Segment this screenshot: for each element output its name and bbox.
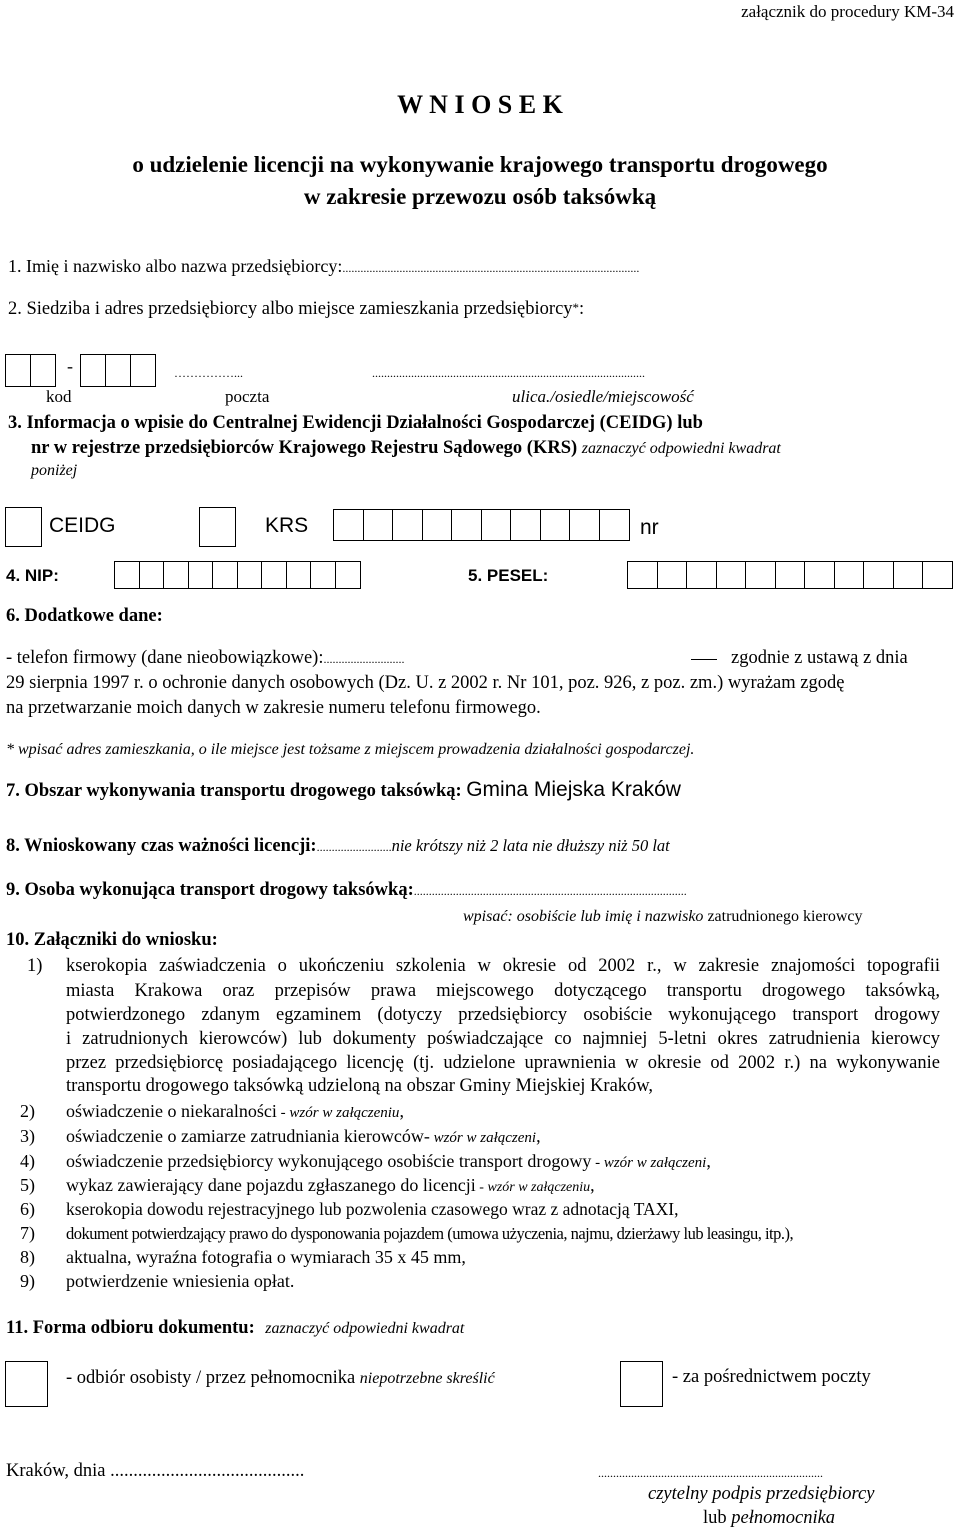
pesel-digit-box-9[interactable]	[863, 561, 894, 589]
attachment-1-line-4: i zatrudnionych kierowców) lub dokumenty poświadczające co najmniej 5-letni okres zatrudnienia kierowcy	[66, 1029, 940, 1049]
nip-digit-box-10[interactable]	[335, 561, 361, 589]
attachment-6: kserokopia dowodu rejestracyjnego lub pozwolenia czasowego wraz z adnotacją TAXI,	[66, 1199, 679, 1219]
pesel-digit-box-1[interactable]	[627, 561, 658, 589]
postcode-dash: -	[67, 356, 73, 376]
validity-row	[6, 836, 670, 857]
registry-label-2-row	[31, 438, 781, 459]
registry-hint-2: poniżej	[31, 462, 78, 479]
postcode-digit-2[interactable]	[30, 354, 56, 387]
operator-row	[6, 880, 687, 901]
attachment-1-line-3: potwierdzonego zdanym egzaminem (dotyczy przedsiębiorcy osobiście wykonującego transport drogowy	[66, 1005, 940, 1025]
phone-label: - telefon firmowy (dane nieobowiązkowe):	[6, 648, 324, 668]
delivery-row	[6, 1317, 464, 1339]
registry-label-1: 3. Informacja o wpisie do Centralnej Ewidencji Działalności Gospodarczej (CEIDG) lub	[8, 413, 703, 433]
nip-digit-box-6[interactable]	[237, 561, 263, 589]
attachment-1-number: 1)	[27, 956, 43, 976]
pesel-digit-box-10[interactable]	[893, 561, 924, 589]
phone-field[interactable]: ...........................	[323, 652, 405, 666]
area-label: 7. Obszar wykonywania transportu drogowego taksówką:	[6, 781, 462, 801]
nip-digit-box-4[interactable]	[188, 561, 214, 589]
attachment-1-line-5: przez przedsiębiorcę posiadającego licencję (tj. udzielone uprawnienia w okresie od 2002 r.) na wykonywanie	[66, 1053, 940, 1073]
signature-caption-2: lub pełnomocnika	[703, 1508, 836, 1528]
krs-label: KRS	[265, 514, 309, 537]
pickup-mail-checkbox[interactable]	[620, 1361, 663, 1407]
pickup-personal-row	[66, 1367, 495, 1389]
address-label-row: 2. Siedziba i adres przedsiębiorcy albo miejsce zamieszkania przedsiębiorcy*:	[8, 299, 585, 319]
phone-row	[6, 648, 404, 669]
attachments-label: 10. Załączniki do wniosku:	[6, 930, 218, 950]
signature-caption-1: czytelny podpis przedsiębiorcy	[648, 1484, 875, 1504]
nip-digit-box-2[interactable]	[139, 561, 165, 589]
registry-label-2: nr w rejestrze przedsiębiorców Krajowego Rejestru Sądowego (KRS)	[31, 438, 578, 458]
krs-digit-box-8[interactable]	[540, 509, 571, 541]
registry-hint: zaznaczyć odpowiedni kwadrat	[581, 440, 781, 457]
pesel-digit-box-4[interactable]	[716, 561, 747, 589]
street-field[interactable]: ...........................................................................................	[372, 366, 645, 380]
operator-field[interactable]: ...........................................................................................	[413, 884, 687, 898]
nip-label: 4. NIP:	[6, 566, 59, 585]
form-title: W N I O S E K	[397, 90, 563, 119]
phone-consent-dash	[691, 659, 717, 660]
attachment-9-number: 9)	[20, 1271, 35, 1291]
krs-digit-box-5[interactable]	[451, 509, 482, 541]
attachment-8: aktualna, wyraźna fotografia o wymiarach 35 x 45 mm,	[66, 1247, 466, 1267]
attachment-4: oświadczenie przedsiębiorcy wykonującego osobiście transport drogowy - wzór w załączeni,	[66, 1151, 711, 1171]
phone-consent-start: zgodnie z ustawą z dnia	[731, 648, 908, 668]
footnote-star: *	[572, 300, 580, 315]
place-date-field[interactable]: Kraków, dnia ..........................................	[6, 1461, 305, 1481]
krs-digit-box-4[interactable]	[422, 509, 453, 541]
pickup-mail-label: - za pośrednictwem poczty	[672, 1367, 871, 1387]
pesel-digit-box-8[interactable]	[834, 561, 865, 589]
attachment-8-number: 8)	[20, 1247, 35, 1267]
postcode-caption: kod	[46, 387, 72, 406]
krs-digit-box-3[interactable]	[392, 509, 423, 541]
pickup-personal-checkbox[interactable]	[5, 1361, 48, 1407]
validity-hint: nie krótszy niż 2 lata nie dłuższy niż 50 lat	[391, 836, 670, 855]
attachment-7-number: 7)	[20, 1223, 35, 1243]
krs-digit-box-2[interactable]	[363, 509, 394, 541]
ceidg-label: CEIDG	[49, 514, 116, 537]
attachment-5-number: 5)	[20, 1175, 35, 1195]
attachment-7: dokument potwierdzający prawo do dysponowania pojazdem (umowa użyczenia, najmu, dzierżawy lub leasingu, itp.),	[66, 1224, 794, 1243]
post-office-field[interactable]: ……………...	[174, 366, 243, 380]
attachment-6-number: 6)	[20, 1199, 35, 1219]
delivery-hint: zaznaczyć odpowiedni kwadrat	[265, 1320, 465, 1337]
applicant-name-row	[8, 256, 639, 277]
krs-digit-box-7[interactable]	[510, 509, 541, 541]
nip-digit-box-3[interactable]	[163, 561, 189, 589]
attachment-3: oświadczenie o zamiarze zatrudniania kierowców- wzór w załączeni,	[66, 1126, 541, 1146]
phone-consent-3: na przetwarzanie moich danych w zakresie numeru telefonu firmowego.	[6, 698, 541, 718]
validity-label: 8. Wnioskowany czas ważności licencji:	[6, 836, 317, 856]
pesel-digit-box-7[interactable]	[804, 561, 835, 589]
post-office-caption: poczta	[225, 387, 270, 406]
delivery-label: 11. Forma odbioru dokumentu:	[6, 1318, 255, 1338]
annex-label: załącznik do procedury KM-34	[741, 2, 954, 21]
street-caption: ulica./osiedle/miejscowość	[512, 387, 694, 406]
operator-hint-tail: zatrudnionego kierowcy	[707, 908, 863, 925]
form-subtitle-2: w zakresie przewozu osób taksówką	[303, 184, 657, 209]
applicant-name-field[interactable]: ...................................................................................................	[342, 261, 640, 275]
attachment-1-line-6: transportu drogowego taksówką udzieloną na obszar Gminy Miejskiej Kraków,	[66, 1076, 654, 1096]
attachment-4-number: 4)	[20, 1151, 35, 1171]
attachment-1-line-2: miasta Krakowa oraz przepisów prawa miejscowego dotyczącego transportu drogowego taksówką,	[66, 981, 940, 1001]
phone-consent-2: 29 sierpnia 1997 r. o ochronie danych osobowych (Dz. U. z 2002 r. Nr 101, poz. 926, z poz. zm.) wyrażam zgodę	[6, 673, 845, 693]
validity-field[interactable]: .........................	[316, 840, 392, 854]
postcode-digit-5[interactable]	[130, 354, 156, 387]
krs-checkbox[interactable]	[199, 507, 236, 547]
area-row	[6, 778, 681, 802]
pesel-label: 5. PESEL:	[468, 566, 549, 585]
nip-digit-box-8[interactable]	[286, 561, 312, 589]
postcode-digit-4[interactable]	[105, 354, 131, 387]
address-label: 2. Siedziba i adres przedsiębiorcy albo miejsce zamieszkania przedsiębiorcy	[8, 299, 573, 319]
form-subtitle-1: o udzielenie licencji na wykonywanie krajowego transportu drogowego	[132, 152, 828, 177]
attachment-1-line-1: kserokopia zaświadczenia o ukończeniu szkolenia w okresie od 2002 r., w zakresie znajomości topografii	[66, 956, 940, 976]
pesel-digit-box-5[interactable]	[745, 561, 776, 589]
krs-nr-label: nr	[640, 516, 659, 539]
additional-data-label: 6. Dodatkowe dane:	[6, 606, 163, 626]
postcode-digit-1[interactable]	[5, 354, 31, 387]
attachment-2: oświadczenie o niekaralności - wzór w załączeniu,	[66, 1101, 404, 1121]
krs-digit-box-10[interactable]	[599, 509, 630, 541]
attachment-9: potwierdzenie wniesienia opłat.	[66, 1271, 295, 1291]
address-footnote: * wpisać adres zamieszkania, o ile miejsce jest tożsame z miejscem prowadzenia działalności gospodarczej.	[6, 741, 695, 758]
operator-hint: wpisać: osobiście lub imię i nazwisko	[463, 908, 704, 925]
operator-hint-row	[463, 908, 863, 926]
pesel-digit-box-2[interactable]	[657, 561, 688, 589]
krs-digit-box-9[interactable]	[569, 509, 600, 541]
krs-digit-box-6[interactable]	[481, 509, 512, 541]
area-value: Gmina Miejska Kraków	[466, 778, 681, 801]
operator-label: 9. Osoba wykonująca transport drogowy taksówką:	[6, 880, 414, 900]
ceidg-checkbox[interactable]	[5, 507, 42, 547]
pickup-personal-hint: niepotrzebne skreślić	[359, 1370, 495, 1387]
signature-field[interactable]: ...........................................................................	[598, 1466, 823, 1480]
attachment-2-number: 2)	[20, 1101, 35, 1121]
pesel-digit-box-6[interactable]	[775, 561, 806, 589]
pesel-digit-box-3[interactable]	[686, 561, 717, 589]
postcode-digit-3[interactable]	[80, 354, 106, 387]
nip-digit-box-1[interactable]	[114, 561, 140, 589]
nip-digit-box-9[interactable]	[310, 561, 336, 589]
applicant-name-label: 1. Imię i nazwisko albo nazwa przedsiębiorcy:	[8, 256, 343, 276]
nip-digit-box-5[interactable]	[212, 561, 238, 589]
attachment-3-number: 3)	[20, 1126, 35, 1146]
pesel-digit-box-11[interactable]	[922, 561, 953, 589]
krs-digit-box-1[interactable]	[333, 509, 364, 541]
nip-digit-box-7[interactable]	[261, 561, 287, 589]
attachment-5: wykaz zawierający dane pojazdu zgłaszanego do licencji - wzór w załączeniu,	[66, 1175, 595, 1195]
pickup-personal-label: - odbiór osobisty / przez pełnomocnika	[66, 1368, 356, 1388]
